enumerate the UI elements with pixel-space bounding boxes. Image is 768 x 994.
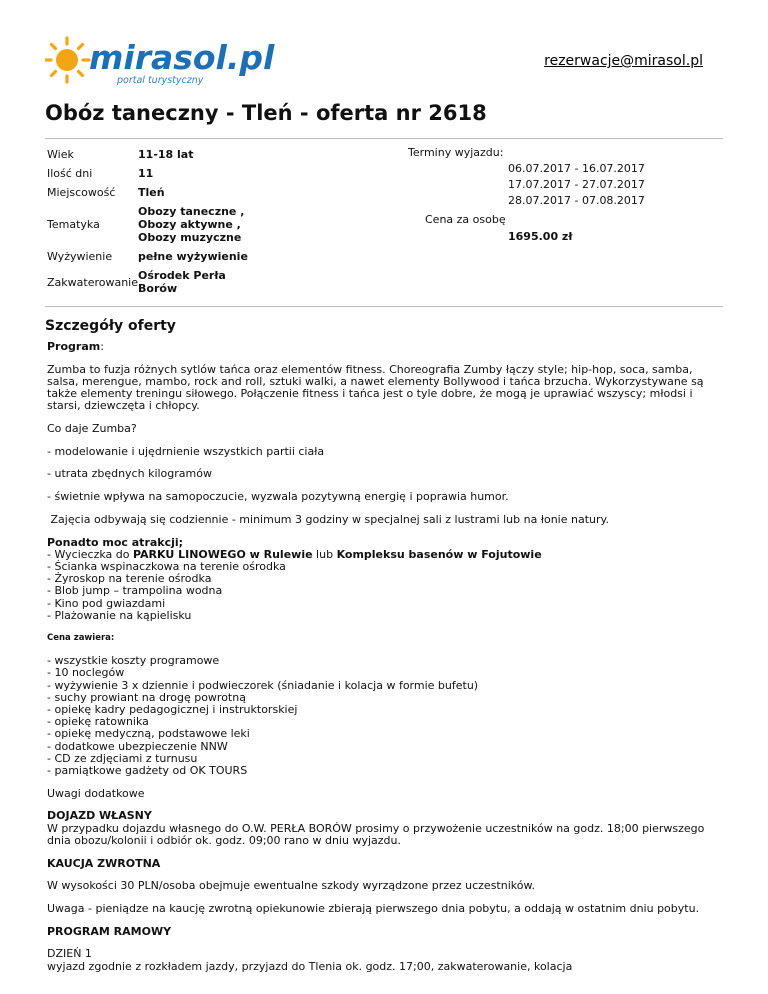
transport-text: W przypadku dojazdu własnego do O.W. PERŁA BORÓW prosimy o przywożenie uczestników na godz. 18;00 pierwszego dnia obozu/kolonii i odbiór ok. godz. 09;00 rano w dniu wyjazdu.	[47, 821, 705, 847]
includes-item: - suchy prowiant na drogę powrotną	[47, 690, 246, 704]
includes-item: - CD ze zdjęciami z turnusu	[47, 751, 198, 765]
attraction-item: - Plażowanie na kąpielisku	[47, 608, 192, 622]
day1-block	[47, 948, 727, 972]
trip-or: lub	[312, 547, 337, 561]
remarks-label: Uwagi dodatkowe	[47, 786, 145, 800]
classes-text: Zajęcia odbywają się codziennie - minimum 3 godziny w specjalnej sali z lustrami lub na łonie natury.	[47, 512, 609, 526]
program-text: Zumba to fuzja różnych sytlów tańca oraz elementów fitness. Choreografia Zumby łączy style; hip-hop, soca, samba, salsa, merengue, mambo, rock and roll, sztuki walki, a nawet elementy Bollywood i tańca brzucha. Wykorzystywane są także elementy treningu siłowego. Połączenie fitness i tańca jest o tyle dobre, że mogą je uprawiać wszyscy; młodsi i starsi, dziewczęta i chłopcy.	[47, 362, 704, 413]
day1-label: DZIEŃ 1	[47, 947, 92, 961]
logo-wordmark: mirasol.pl	[89, 38, 275, 77]
attractions-heading: Ponadto moc atrakcji;	[47, 535, 184, 549]
program-label: Program	[47, 340, 101, 353]
trip-pool: Kompleksu basenów w Fojutowie	[336, 547, 542, 561]
day1-text: wyjazd zgodnie z rozkładem jazdy, przyjazd do Tlenia ok. godz. 17;00, zakwaterowanie, kolacja	[47, 959, 573, 973]
program-heading: PROGRAM RAMOWY	[47, 924, 172, 938]
info-label: Zakwaterowanie	[47, 275, 139, 289]
includes-item: - 10 noclegów	[47, 666, 125, 680]
zumba-point: - utrata zbędnych kilogramów	[47, 467, 212, 481]
info-label: Ilość dni	[47, 167, 93, 180]
info-row-theme	[47, 202, 248, 247]
info-value: Obozy taneczne , Obozy aktywne , Obozy muzyczne	[138, 205, 245, 244]
term-date: 28.07.2017 - 07.08.2017	[508, 194, 645, 207]
includes-item: - wszystkie koszty programowe	[47, 654, 220, 668]
price-value: 1695.00 zł	[508, 230, 573, 243]
info-row-board	[47, 247, 248, 266]
price-includes-label: Cena zawiera:	[47, 633, 115, 644]
offer-details	[47, 341, 727, 983]
info-value: Ośrodek Perła Borów	[138, 269, 226, 295]
email-link[interactable]: rezerwacje@mirasol.pl	[544, 53, 703, 69]
deposit-heading: KAUCJA ZWROTNA	[47, 856, 161, 870]
attraction-item: - Kino pod gwiazdami	[47, 596, 166, 610]
info-row-accommodation	[47, 266, 248, 298]
sun-icon	[45, 38, 89, 82]
transport-heading: DOJAZD WŁASNY	[47, 809, 152, 823]
transport-block	[47, 810, 727, 847]
info-row-town	[47, 183, 248, 202]
term-date: 06.07.2017 - 16.07.2017	[508, 162, 645, 175]
info-value: 11-18 lat	[138, 148, 194, 161]
includes-item: - wyżywienie 3 x dziennie i podwieczorek (śniadanie i kolacja w formie bufetu)	[47, 678, 479, 692]
trip-park: PARKU LINOWEGO w Rulewie	[132, 547, 313, 561]
terms-label: Terminy wyjazdu:	[408, 146, 504, 159]
details-heading: Szczegóły oferty	[45, 318, 176, 334]
zumba-point: - świetnie wpływa na samopoczucie, wyzwala pozytywną energię i poprawia humor.	[47, 490, 509, 504]
offer-info-table	[47, 145, 248, 298]
attraction-item: - Blob jump – trampolina wodna	[47, 584, 223, 598]
price-label: Cena za osobę	[425, 213, 506, 226]
deposit-text: W wysokości 30 PLN/osoba obejmuje ewentualne szkody wyrządzone przez uczestników.	[47, 879, 535, 893]
mirasol-logo[interactable]	[45, 35, 285, 87]
page-title: Obóz taneczny - Tleń - oferta nr 2618	[45, 101, 487, 125]
deposit-note: Uwaga - pieniądze na kaucję zwrotną opiekunowie zbierają pierwszego dnia pobytu, a oddają w ostatnim dniu pobytu.	[47, 901, 700, 915]
attractions-block	[47, 537, 727, 622]
info-row-age	[47, 145, 248, 164]
includes-item: - opiekę kadry pedagogicznej i instruktorskiej	[47, 702, 298, 716]
info-label: Tematyka	[47, 218, 100, 231]
includes-item: - dodatkowe ubezpieczenie NNW	[47, 739, 228, 753]
zumba-point: - modelowanie i ujędrnienie wszystkich partii ciała	[47, 444, 325, 458]
includes-item: - pamiątkowe gadżety od OK TOURS	[47, 763, 248, 777]
includes-item: - opiekę medyczną, podstawowe leki	[47, 727, 250, 741]
divider-top	[45, 138, 723, 139]
price-includes-list	[47, 655, 727, 777]
info-value: Tleń	[138, 186, 165, 199]
program-label-line	[47, 341, 727, 353]
info-label: Wiek	[47, 148, 74, 161]
info-row-days	[47, 164, 248, 183]
logo-tagline: portal turystyczny	[117, 75, 204, 86]
includes-item: - opiekę ratownika	[47, 715, 149, 729]
attraction-item: - Żyroskop na terenie ośrodka	[47, 572, 212, 586]
attraction-item: - Ścianka wspinaczkowa na terenie ośrodka	[47, 559, 286, 573]
info-label: Miejscowość	[47, 186, 116, 199]
program-colon: :	[100, 340, 104, 353]
term-date: 17.07.2017 - 27.07.2017	[508, 178, 645, 191]
zumba-question: Co daje Zumba?	[47, 422, 137, 436]
info-label: Wyżywienie	[47, 250, 113, 263]
info-value: 11	[138, 167, 154, 180]
info-value: pełne wyżywienie	[138, 250, 248, 263]
divider-middle	[45, 306, 723, 307]
trip-prefix: - Wycieczka do	[47, 547, 133, 561]
